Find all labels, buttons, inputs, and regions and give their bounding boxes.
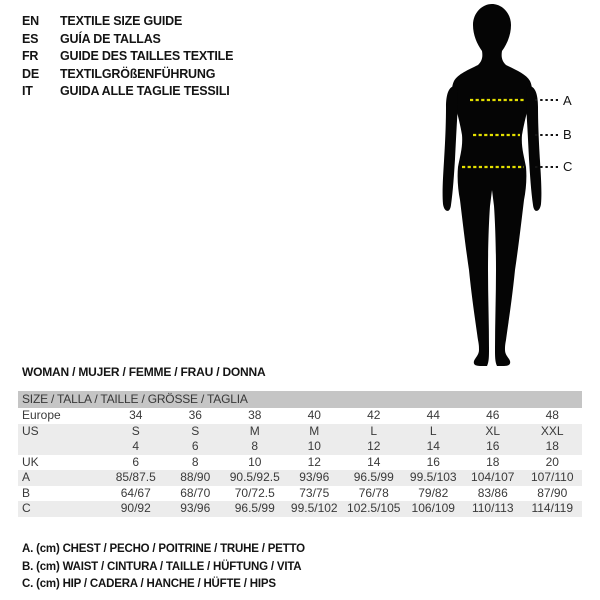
size-value-cell: 102.5/105 bbox=[347, 501, 401, 515]
language-row bbox=[22, 83, 233, 101]
language-title: GUÍA DE TALLAS bbox=[60, 31, 161, 46]
size-value-cell: 68/70 bbox=[180, 485, 211, 500]
size-value-cell: 87/90 bbox=[537, 485, 568, 500]
waist-label: B bbox=[563, 127, 572, 142]
row-label: US bbox=[22, 423, 39, 438]
size-value-cell: 104/107 bbox=[471, 470, 515, 484]
size-value-cell: 14 bbox=[367, 454, 381, 469]
legend-line: C. (cm) HIP / CADERA / HANCHE / HÜFTE / HIPS bbox=[22, 578, 276, 590]
size-value-cell: 6 bbox=[132, 454, 140, 469]
size-value-cell: 36 bbox=[188, 408, 202, 422]
size-value-cell: M bbox=[309, 423, 320, 438]
size-value-cell: 18 bbox=[545, 439, 559, 453]
row-label: A bbox=[22, 470, 31, 484]
size-table-header: SIZE / TALLA / TAILLE / GRÖSSE / TAGLIA bbox=[18, 391, 582, 408]
language-title: GUIDA ALLE TAGLIE TESSILI bbox=[60, 84, 230, 98]
size-value-cell: XXL bbox=[540, 423, 564, 438]
row-label: UK bbox=[22, 454, 39, 469]
language-code: IT bbox=[22, 84, 33, 98]
size-value-cell: 12 bbox=[307, 454, 321, 469]
size-value-cell: 10 bbox=[248, 454, 262, 469]
language-row bbox=[22, 48, 233, 66]
language-code: DE bbox=[22, 66, 39, 81]
size-value-cell: 93/96 bbox=[180, 501, 211, 515]
size-value-cell: 14 bbox=[426, 439, 440, 453]
table-row bbox=[18, 424, 582, 440]
table-row bbox=[18, 439, 582, 455]
language-title: TEXTILGRÖßENFÜHRUNG bbox=[60, 66, 216, 81]
size-value-cell: 79/82 bbox=[418, 485, 449, 500]
silhouette-left-arm bbox=[443, 86, 458, 211]
language-code: FR bbox=[22, 49, 39, 63]
size-value-cell: 64/67 bbox=[120, 485, 151, 500]
language-title-list bbox=[22, 13, 233, 101]
size-value-cell: 93/96 bbox=[299, 470, 330, 484]
table-row bbox=[18, 501, 582, 517]
table-row bbox=[18, 408, 582, 424]
size-table-body bbox=[18, 408, 582, 517]
language-code: EN bbox=[22, 14, 39, 28]
row-label: B bbox=[22, 485, 31, 500]
size-value-cell: 73/75 bbox=[299, 485, 330, 500]
size-value-cell: XL bbox=[485, 423, 501, 438]
silhouette-right-arm bbox=[526, 86, 541, 211]
language-row bbox=[22, 66, 233, 84]
size-value-cell: L bbox=[429, 423, 437, 438]
table-row bbox=[18, 455, 582, 471]
size-value-cell: 44 bbox=[426, 408, 440, 422]
language-row bbox=[22, 31, 233, 49]
size-value-cell: 20 bbox=[545, 454, 559, 469]
size-value-cell: 83/86 bbox=[477, 485, 508, 500]
legend-line: B. (cm) WAIST / CINTURA / TAILLE / HÜFTUNG / VITA bbox=[22, 560, 302, 573]
size-value-cell: 90/92 bbox=[120, 501, 151, 515]
size-value-cell: L bbox=[370, 423, 378, 438]
size-value-cell: 40 bbox=[307, 408, 321, 422]
hip-label: C bbox=[563, 159, 573, 174]
row-label: C bbox=[22, 501, 31, 515]
language-code: ES bbox=[22, 31, 39, 46]
size-value-cell: 42 bbox=[367, 408, 381, 422]
size-value-cell: 38 bbox=[248, 408, 262, 422]
size-value-cell: 90.5/92.5 bbox=[229, 470, 280, 484]
silhouette-body-shape bbox=[452, 4, 532, 366]
language-title: TEXTILE SIZE GUIDE bbox=[60, 14, 183, 28]
size-value-cell: 34 bbox=[129, 408, 143, 422]
size-value-cell: 99.5/102 bbox=[290, 501, 338, 515]
size-value-cell: 16 bbox=[486, 439, 500, 453]
language-title: GUIDE DES TAILLES TEXTILE bbox=[60, 49, 234, 63]
language-row bbox=[22, 13, 233, 31]
table-row bbox=[18, 470, 582, 486]
size-value-cell: 70/72.5 bbox=[234, 485, 275, 500]
size-value-cell: S bbox=[131, 423, 140, 438]
size-value-cell: 16 bbox=[426, 454, 440, 469]
size-value-cell: 12 bbox=[367, 439, 381, 453]
size-value-cell: 96.5/99 bbox=[234, 501, 275, 515]
table-row bbox=[18, 486, 582, 502]
legend-line: A. (cm) CHEST / PECHO / POITRINE / TRUHE / PETTO bbox=[22, 543, 305, 555]
size-value-cell: 107/110 bbox=[531, 470, 574, 484]
size-value-cell: 114/119 bbox=[531, 501, 574, 515]
body-measurement-diagram bbox=[440, 0, 600, 378]
size-value-cell: 10 bbox=[307, 439, 321, 453]
woman-silhouette-icon bbox=[440, 0, 600, 378]
size-value-cell: 8 bbox=[191, 454, 199, 469]
size-value-cell: 88/90 bbox=[180, 470, 211, 484]
row-label: Europe bbox=[22, 408, 61, 422]
size-value-cell: 96.5/99 bbox=[353, 470, 394, 484]
size-value-cell: 18 bbox=[486, 454, 500, 469]
section-title-woman: WOMAN / MUJER / FEMME / FRAU / DONNA bbox=[22, 365, 266, 379]
size-value-cell: 110/113 bbox=[471, 501, 514, 515]
chest-label: A bbox=[563, 93, 572, 108]
measurement-legend bbox=[22, 541, 305, 594]
size-value-cell: 6 bbox=[191, 439, 199, 453]
size-value-cell: M bbox=[249, 423, 260, 438]
size-value-cell: 46 bbox=[486, 408, 500, 422]
size-value-cell: 76/78 bbox=[358, 485, 389, 500]
size-value-cell: 4 bbox=[132, 439, 140, 453]
size-value-cell: 85/87.5 bbox=[115, 470, 156, 484]
size-table bbox=[18, 391, 582, 517]
size-value-cell: 8 bbox=[251, 439, 259, 453]
size-value-cell: S bbox=[191, 423, 200, 438]
size-value-cell: 106/109 bbox=[411, 501, 455, 515]
size-value-cell: 48 bbox=[545, 408, 559, 422]
size-value-cell: 99.5/103 bbox=[409, 470, 457, 484]
